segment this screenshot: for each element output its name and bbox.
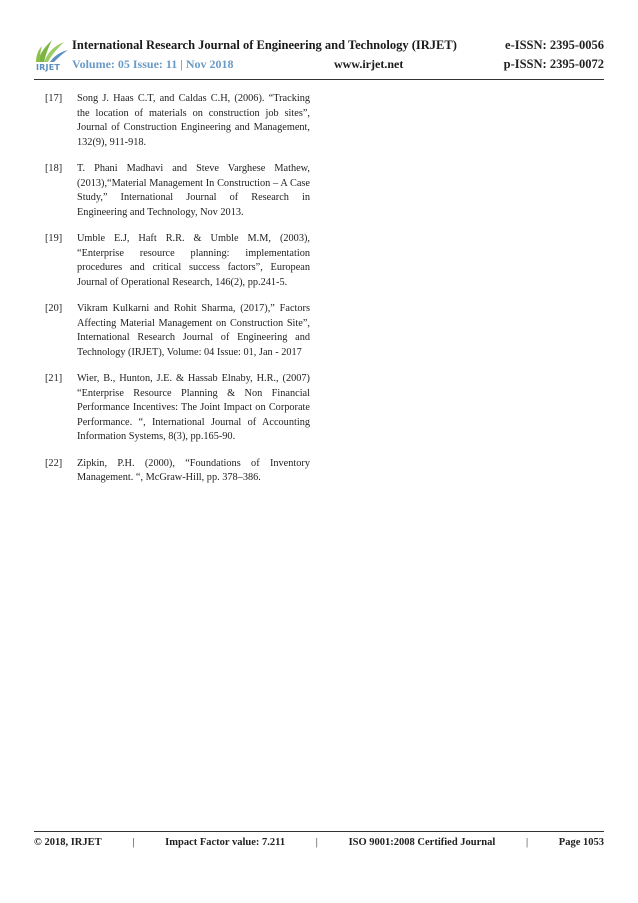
reference-item <box>45 232 310 290</box>
journal-title: International Research Journal of Engineering and Technology (IRJET) <box>72 38 457 52</box>
impact-factor: Impact Factor value: 7.211 <box>165 837 286 848</box>
reference-item <box>45 92 310 150</box>
reference-text: Wier, B., Hunton, J.E. & Hassab Elnaby, H.R., (2007) “Enterprise Resource Planning & Non Financial Performance Incentives: The Joint Impact on Corporate Performance. “, International Journal of Accounting Information Systems, 8(3), pp.165-90. <box>77 373 310 442</box>
volume-issue: Volume: 05 Issue: 11 | Nov 2018 <box>72 57 234 71</box>
iso-certification: ISO 9001:2008 Certified Journal <box>348 837 496 848</box>
reference-number: [22] <box>45 457 63 469</box>
reference-item <box>45 457 310 486</box>
reference-text: T. Phani Madhavi and Steve Varghese Mathew, (2013),“Material Management In Construction – A Case Study,” International Journal of Research in Engineering and Technology, Nov 2013. <box>77 163 310 218</box>
footer-separator: | <box>315 837 318 848</box>
header-rule <box>34 79 604 80</box>
irjet-logo <box>34 36 70 76</box>
reference-number: [20] <box>45 303 63 314</box>
reference-item <box>45 162 310 220</box>
reference-number: [21] <box>45 373 63 384</box>
reference-number: [18] <box>45 163 63 174</box>
reference-text: Zipkin, P.H. (2000), “Foundations of Inventory Management. “, McGraw-Hill, pp. 378–386. <box>77 457 310 483</box>
reference-number: [17] <box>45 93 63 104</box>
reference-text: Song J. Haas C.T, and Caldas C.H, (2006). “Tracking the location of materials on construction job sites”, Journal of Construction Engineering and Management, 132(9), 911-918. <box>77 93 310 148</box>
e-issn: e-ISSN: 2395-0056 <box>505 38 604 52</box>
reference-list <box>45 92 310 498</box>
copyright: © 2018, IRJET <box>34 837 102 848</box>
website-link[interactable]: www.irjet.net <box>334 57 404 71</box>
reference-item <box>45 302 310 360</box>
leaf-icon <box>34 36 70 64</box>
footer-separator: | <box>132 837 135 848</box>
footer-rule <box>34 831 604 832</box>
reference-text: Umble E.J, Haft R.R. & Umble M.M, (2003), “Enterprise resource planning: implementation procedures and critical success factors”, European Journal of Operational Research, 146(2), pp.241-5. <box>77 233 310 288</box>
reference-item <box>45 372 310 445</box>
journal-header <box>34 36 604 78</box>
reference-number: [19] <box>45 233 63 244</box>
page-footer <box>34 837 604 848</box>
logo-text: IRJET <box>36 63 61 72</box>
p-issn: p-ISSN: 2395-0072 <box>503 57 604 71</box>
page-number: Page 1053 <box>558 837 604 848</box>
footer-separator: | <box>525 837 529 848</box>
reference-text: Vikram Kulkarni and Rohit Sharma, (2017),” Factors Affecting Material Management on Construction Site”, International Research Journal of Engineering and Technology (IRJET), Volume: 04 Issue: 01, Jan - 2017 <box>77 303 310 358</box>
